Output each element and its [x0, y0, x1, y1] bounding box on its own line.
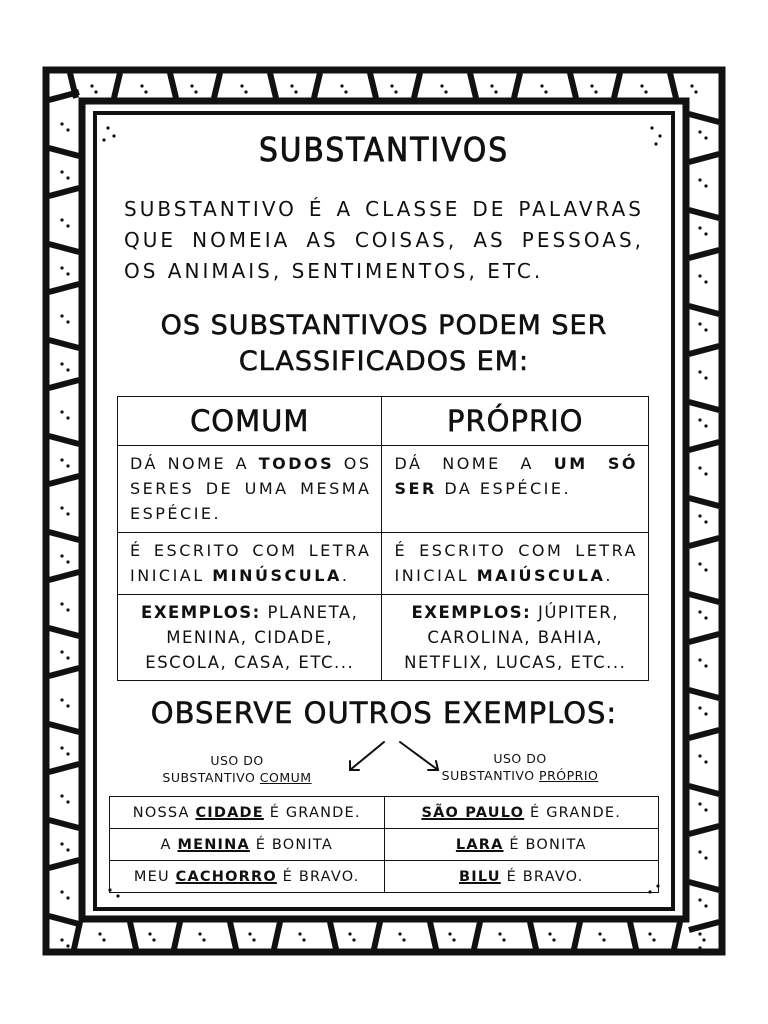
- border-dot: [66, 368, 69, 371]
- border-stripe: [614, 73, 620, 98]
- uso-proprio-label: USO DO SUBSTANTIVO PRÓPRIO: [441, 751, 599, 783]
- border-stripe: [214, 73, 220, 98]
- border-dot: [452, 938, 455, 941]
- border-stripe: [689, 114, 719, 122]
- border-dot: [498, 932, 501, 935]
- border-dot: [98, 932, 101, 935]
- border-dot: [644, 90, 647, 93]
- border-stripe: [689, 210, 719, 218]
- border-dot: [340, 84, 343, 87]
- border-dot: [60, 554, 63, 557]
- border-dot: [294, 90, 297, 93]
- border-stripe: [689, 442, 719, 450]
- border-dot: [590, 84, 593, 87]
- border-stripe: [314, 73, 320, 98]
- border-dot: [698, 514, 701, 517]
- proprio-example-1: SÃO PAULO É GRANDE.: [384, 797, 659, 829]
- border-dot: [594, 90, 597, 93]
- border-dot: [202, 938, 205, 941]
- comum-writing-rule: É ESCRITO COM LETRA INICIAL MINÚSCULA.: [118, 533, 382, 595]
- border-dot: [704, 952, 707, 955]
- border-stripe: [49, 916, 79, 924]
- border-dot: [640, 84, 643, 87]
- border-dot: [698, 562, 701, 565]
- border-stripe: [274, 922, 280, 949]
- border-dot: [552, 938, 555, 941]
- border-dot: [444, 90, 447, 93]
- border-stripe: [430, 922, 436, 949]
- border-dot: [704, 280, 707, 283]
- border-dot: [344, 90, 347, 93]
- border-dot: [94, 90, 97, 93]
- border-dot: [66, 704, 69, 707]
- border-dot: [702, 938, 705, 941]
- border-dot: [60, 122, 63, 125]
- border-dot: [66, 128, 69, 131]
- border-dot: [60, 314, 63, 317]
- border-dot: [66, 224, 69, 227]
- border-stripe: [49, 724, 79, 732]
- border-stripe: [674, 922, 680, 949]
- border-stripe: [630, 922, 636, 949]
- border-stripe: [474, 922, 480, 949]
- border-stripe: [49, 476, 79, 484]
- page-title: SUBSTANTIVOS: [258, 130, 510, 169]
- border-stripe: [49, 380, 79, 388]
- border-dot: [140, 84, 143, 87]
- border-dot: [704, 616, 707, 619]
- border-dot: [544, 90, 547, 93]
- border-dot: [698, 932, 701, 935]
- border-stripe: [670, 73, 676, 98]
- border-dot: [194, 90, 197, 93]
- border-dot: [66, 512, 69, 515]
- examples-table: [109, 796, 659, 893]
- border-dot: [152, 938, 155, 941]
- border-dot: [440, 84, 443, 87]
- border-dot: [704, 856, 707, 859]
- border-dot: [698, 226, 701, 229]
- border-stripe: [689, 250, 719, 258]
- definition-text: SUBSTANTIVO É A CLASSE DE PALAVRAS QUE NOMEIA AS COISAS, AS PESSOAS, OS ANIMAIS, SENTIMENTOS, ETC.: [124, 197, 644, 283]
- comum-example-2: A MENINA É BONITA: [110, 829, 385, 861]
- border-stripe: [570, 73, 576, 98]
- right-arrow-icon: [400, 742, 438, 770]
- border-dot: [60, 266, 63, 269]
- border-dot: [698, 658, 701, 661]
- border-dot: [704, 328, 707, 331]
- border-dot: [60, 602, 63, 605]
- border-dot: [66, 656, 69, 659]
- border-dot: [652, 938, 655, 941]
- border-stripe: [689, 498, 719, 506]
- border-dot: [66, 608, 69, 611]
- border-dot: [66, 896, 69, 899]
- border-dot: [394, 90, 397, 93]
- border-dot: [390, 84, 393, 87]
- border-dot: [540, 84, 543, 87]
- border-dot: [66, 272, 69, 275]
- border-stripe: [230, 922, 236, 949]
- border-stripe: [49, 340, 79, 348]
- border-stripe: [689, 826, 719, 834]
- border-dot: [252, 938, 255, 941]
- table-row: [110, 829, 659, 861]
- border-dot: [352, 938, 355, 941]
- border-dot: [60, 410, 63, 413]
- border-dot: [548, 932, 551, 935]
- border-stripe: [689, 634, 719, 642]
- border-dot: [66, 752, 69, 755]
- border-stripe: [689, 346, 719, 354]
- border-stripe: [114, 73, 120, 98]
- border-dot: [704, 232, 707, 235]
- border-dot: [348, 932, 351, 935]
- border-dot: [448, 932, 451, 935]
- comum-examples: EXEMPLOS: PLANETA, MENINA, CIDADE, ESCOLA, CASA, ETC...: [118, 595, 382, 681]
- border-dot: [704, 664, 707, 667]
- border-stripe: [49, 436, 79, 444]
- border-dot: [704, 520, 707, 523]
- border-stripe: [574, 922, 580, 949]
- left-arrow-icon: [350, 742, 384, 770]
- border-stripe: [49, 764, 79, 772]
- border-dot: [244, 90, 247, 93]
- proprio-writing-rule: É ESCRITO COM LETRA INICIAL MAIÚSCULA.: [382, 533, 649, 595]
- border-dot: [302, 938, 305, 941]
- border-dot: [694, 90, 697, 93]
- border-dot: [704, 568, 707, 571]
- proprio-definition: DÁ NOME A UM SÓ SER DA ESPÉCIE.: [382, 446, 649, 533]
- border-dot: [60, 218, 63, 221]
- border-dot: [60, 362, 63, 365]
- border-stripe: [689, 594, 719, 602]
- border-stripe: [689, 538, 719, 546]
- border-dot: [698, 898, 701, 901]
- border-stripe: [49, 92, 79, 100]
- classification-heading-line2: CLASSIFICADOS EM:: [238, 346, 530, 377]
- border-dot: [60, 170, 63, 173]
- border-stripe: [370, 73, 376, 98]
- border-dot: [490, 84, 493, 87]
- border-dot: [60, 938, 63, 941]
- border-dot: [690, 84, 693, 87]
- border-dot: [648, 932, 651, 935]
- border-stripe: [49, 820, 79, 828]
- classification-heading-line1: OS SUBSTANTIVOS PODEM SER: [160, 310, 608, 341]
- table-row: [110, 861, 659, 893]
- border-dot: [290, 84, 293, 87]
- border-dot: [698, 322, 701, 325]
- border-stripe: [530, 922, 536, 949]
- border-dot: [60, 746, 63, 749]
- arrows: [100, 118, 668, 906]
- border-stripe: [49, 284, 79, 292]
- border-stripe: [49, 860, 79, 868]
- border-dot: [704, 808, 707, 811]
- border-dot: [698, 466, 701, 469]
- border-stripe: [49, 244, 79, 252]
- border-stripe: [49, 148, 79, 156]
- border-stripe: [49, 532, 79, 540]
- border-dot: [60, 506, 63, 509]
- comum-example-1: NOSSA CIDADE É GRANDE.: [110, 797, 385, 829]
- border-dot: [148, 932, 151, 935]
- border-stripe: [689, 690, 719, 698]
- border-stripe: [689, 786, 719, 794]
- border-dot: [704, 376, 707, 379]
- border-stripe: [270, 73, 276, 98]
- examples-heading: OBSERVE OUTROS EXEMPLOS:: [150, 696, 618, 730]
- proprio-example-3: BILU É BRAVO.: [384, 861, 659, 893]
- header-comum: COMUM: [118, 397, 382, 446]
- border-dot: [66, 176, 69, 179]
- border-dot: [598, 932, 601, 935]
- border-dot: [198, 932, 201, 935]
- border-stripe: [514, 73, 520, 98]
- border-dot: [698, 946, 701, 949]
- border-dot: [704, 424, 707, 427]
- border-dot: [704, 472, 707, 475]
- table-row: [110, 797, 659, 829]
- border-dot: [66, 800, 69, 803]
- border-dot: [60, 842, 63, 845]
- border-dot: [66, 416, 69, 419]
- comum-definition: DÁ NOME A TODOS OS SERES DE UMA MESMA ESPÉCIE.: [118, 446, 382, 533]
- border-dot: [698, 754, 701, 757]
- border-stripe: [374, 922, 380, 949]
- border-dot: [144, 90, 147, 93]
- border-dot: [66, 944, 69, 947]
- border-stripe: [689, 922, 719, 930]
- border-dot: [704, 712, 707, 715]
- border-dot: [698, 274, 701, 277]
- border-dot: [402, 938, 405, 941]
- border-stripe: [470, 73, 476, 98]
- border-dot: [698, 610, 701, 613]
- border-dot: [66, 464, 69, 467]
- border-dot: [240, 84, 243, 87]
- border-dot: [190, 84, 193, 87]
- border-stripe: [130, 922, 136, 949]
- border-dot: [60, 458, 63, 461]
- border-dot: [704, 136, 707, 139]
- border-stripe: [49, 188, 79, 196]
- border-dot: [704, 760, 707, 763]
- border-stripe: [49, 572, 79, 580]
- comum-example-3: MEU CACHORRO É BRAVO.: [110, 861, 385, 893]
- border-dot: [298, 932, 301, 935]
- border-dot: [698, 418, 701, 421]
- border-dot: [698, 850, 701, 853]
- border-dot: [66, 848, 69, 851]
- border-stripe: [689, 402, 719, 410]
- poster-content: [100, 118, 668, 906]
- border-dot: [704, 184, 707, 187]
- border-dot: [698, 706, 701, 709]
- border-dot: [602, 938, 605, 941]
- border-dot: [60, 650, 63, 653]
- border-stripe: [414, 73, 420, 98]
- header-proprio: PRÓPRIO: [382, 397, 649, 446]
- border-dot: [90, 84, 93, 87]
- border-stripe: [49, 668, 79, 676]
- border-dot: [698, 370, 701, 373]
- border-dot: [704, 904, 707, 907]
- border-dot: [502, 938, 505, 941]
- border-dot: [66, 320, 69, 323]
- border-stripe: [170, 73, 176, 98]
- border-dot: [398, 932, 401, 935]
- border-dot: [698, 130, 701, 133]
- border-stripe: [49, 628, 79, 636]
- border-dot: [698, 178, 701, 181]
- border-stripe: [689, 882, 719, 890]
- border-stripe: [689, 730, 719, 738]
- border-stripe: [174, 922, 180, 949]
- border-dot: [60, 698, 63, 701]
- border-dot: [698, 802, 701, 805]
- border-stripe: [689, 154, 719, 162]
- border-dot: [248, 932, 251, 935]
- proprio-example-2: LARA É BONITA: [384, 829, 659, 861]
- border-stripe: [330, 922, 336, 949]
- border-dot: [66, 560, 69, 563]
- border-dot: [60, 890, 63, 893]
- uso-comum-label: USO DO SUBSTANTIVO COMUM: [162, 753, 312, 785]
- border-dot: [60, 794, 63, 797]
- border-dot: [494, 90, 497, 93]
- border-dot: [102, 938, 105, 941]
- border-stripe: [689, 306, 719, 314]
- proprio-examples: EXEMPLOS: JÚPITER, CAROLINA, BAHIA, NETFLIX, LUCAS, ETC...: [382, 595, 649, 681]
